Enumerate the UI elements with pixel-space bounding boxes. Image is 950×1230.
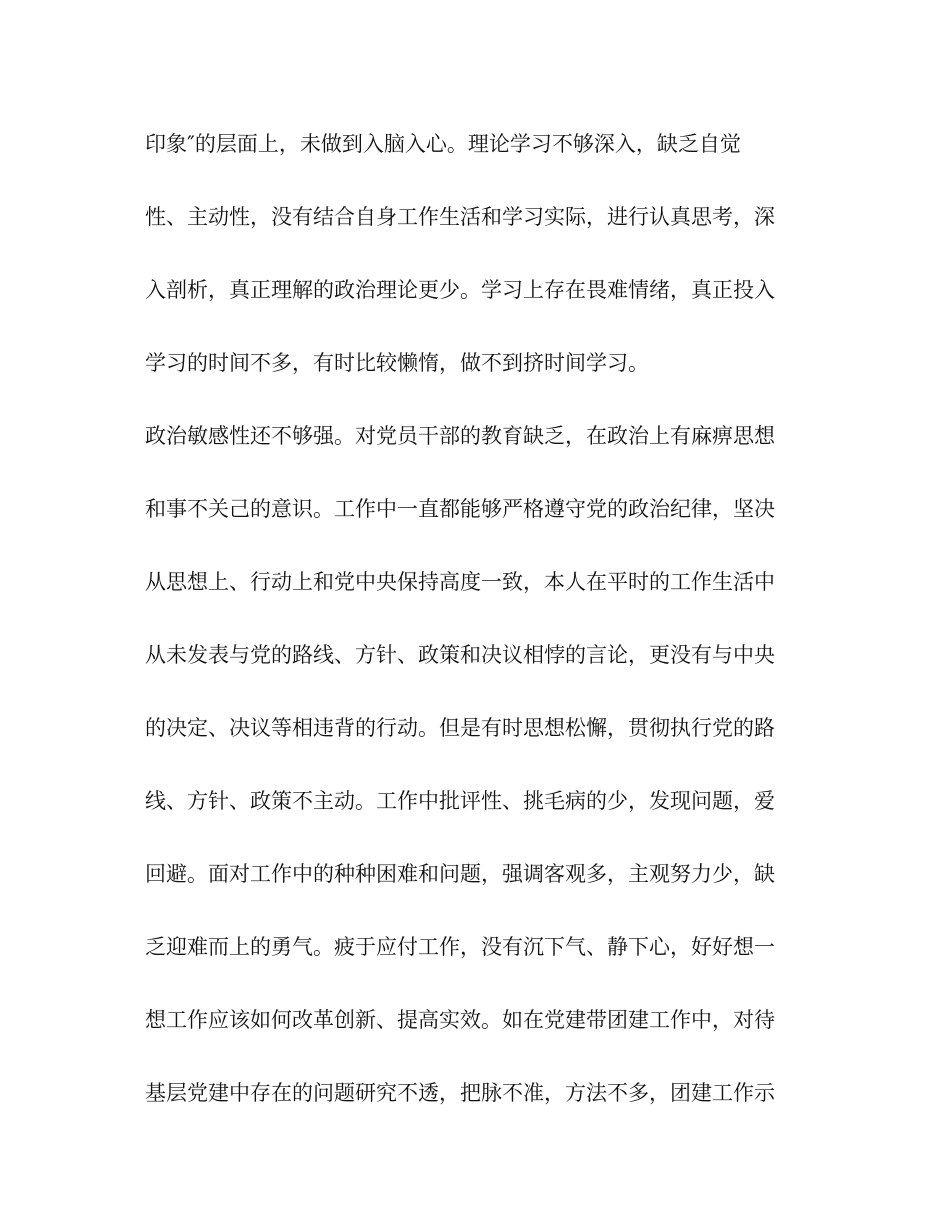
text-line: 和事不关己的意识。工作中一直都能够严格遵守党的政治纪律，坚决 (145, 497, 775, 521)
text-line: 想工作应该如何改革创新、提高实效。如在党建带团建工作中，对待 (145, 1008, 775, 1032)
text-line: 基层党建中存在的问题研究不透，把脉不准，方法不多，团建工作示 (145, 1081, 775, 1105)
text-line: 线、方针、政策不主动。工作中批评性、挑毛病的少，发现问题，爱 (145, 789, 775, 813)
document-body (145, 124, 805, 1146)
text-line: 性、主动性，没有结合自身工作生活和学习实际，进行认真思考，深 (145, 205, 775, 229)
text-line: 的决定、决议等相违背的行动。但是有时思想松懈，贯彻执行党的路 (145, 716, 775, 740)
text-line: 入剖析，真正理解的政治理论更少。学习上存在畏难情绪，真正投入 (145, 278, 775, 302)
text-line: 印象″的层面上，未做到入脑入心。理论学习不够深入，缺乏自觉 (145, 132, 741, 156)
text-line: 从未发表与党的路线、方针、政策和决议相悖的言论，更没有与中央 (145, 643, 775, 667)
text-line: 乏迎难而上的勇气。疲于应付工作，没有沉下气、静下心，好好想一 (145, 935, 775, 959)
text-line: 学习的时间不多，有时比较懒惰，做不到挤时间学习。 (145, 351, 649, 375)
text-line: 政治敏感性还不够强。对党员干部的教育缺乏，在政治上有麻痹思想 (145, 424, 775, 448)
text-line: 从思想上、行动上和党中央保持高度一致，本人在平时的工作生活中 (145, 570, 775, 594)
text-line: 回避。面对工作中的种种困难和问题，强调客观多，主观努力少，缺 (145, 862, 775, 886)
